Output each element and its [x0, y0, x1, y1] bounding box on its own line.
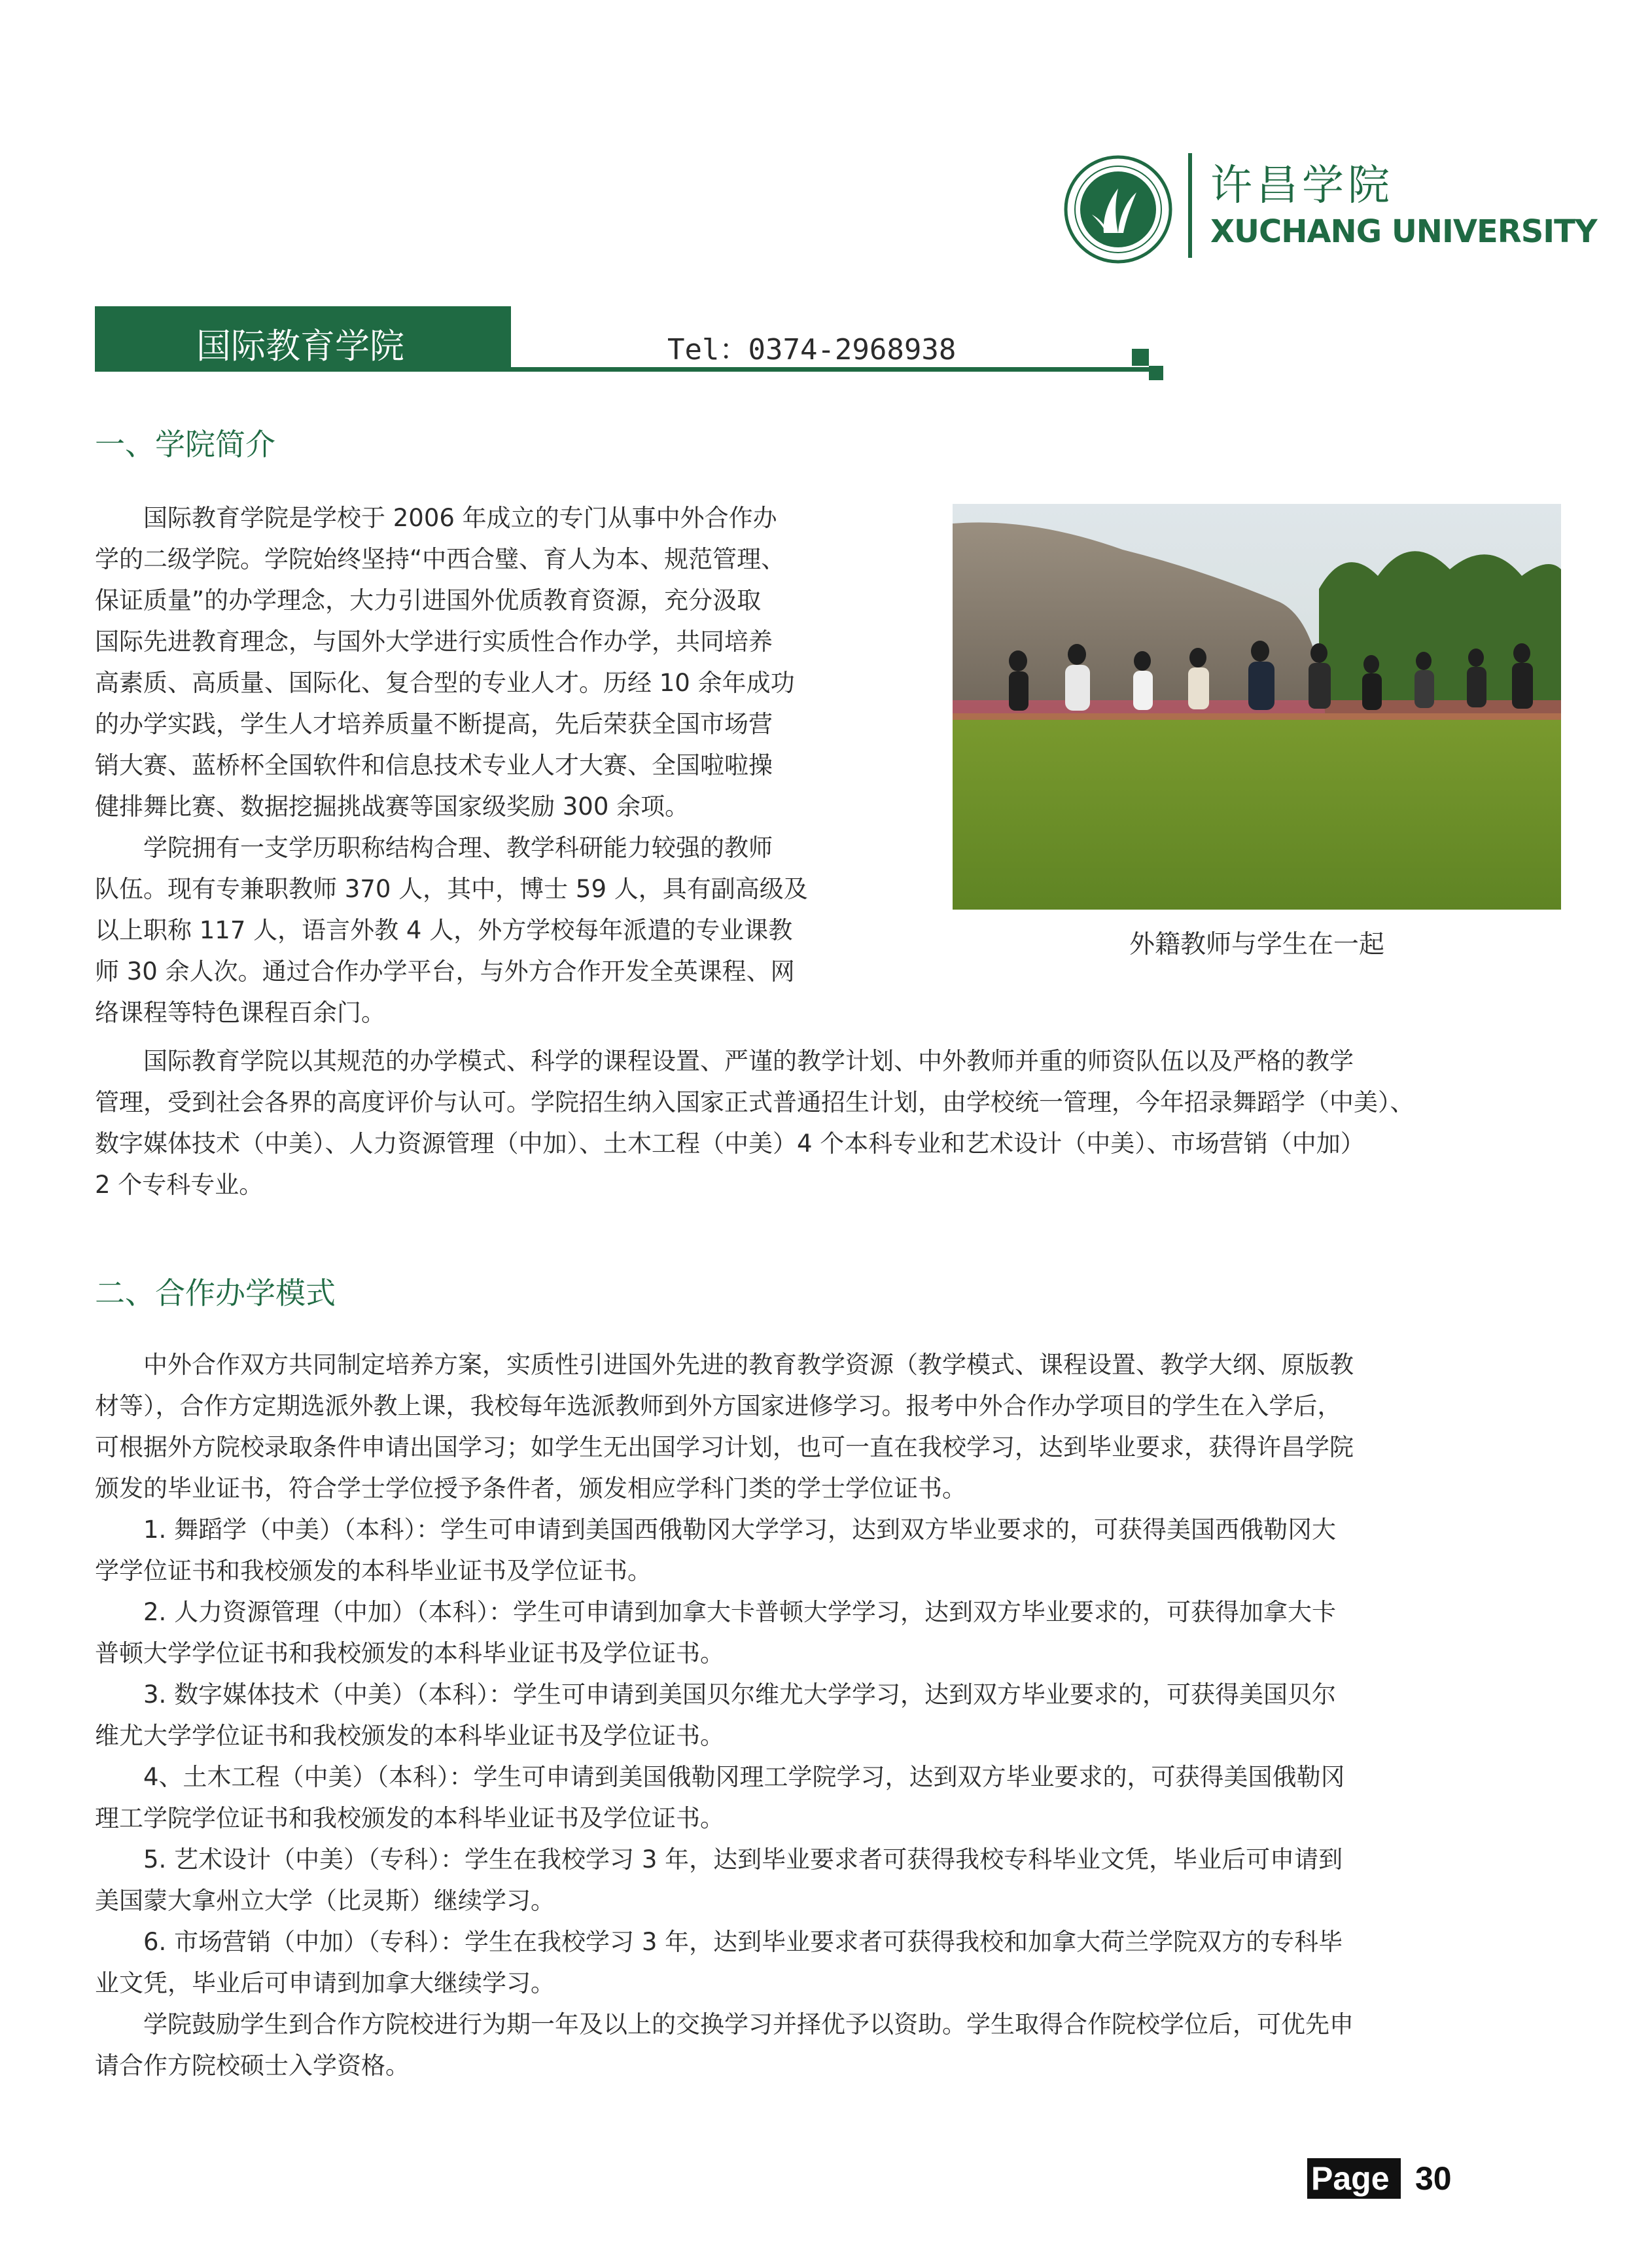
text-line: 材等），合作方定期选派外教上课，我校每年选派教师到外方国家进修学习。报考中外合作办学项目的学生在入学后，	[95, 1392, 1342, 1420]
section-heading-cooperation: 二、合作办学模式	[95, 1275, 336, 1311]
text-line: 络课程等特色课程百余门。	[95, 999, 385, 1027]
department-title: 国际教育学院	[196, 327, 404, 366]
cooperation-paragraphs	[95, 1344, 1560, 2086]
text-line: 普顿大学学位证书和我校颁发的本科毕业证书及学位证书。	[95, 1639, 724, 1667]
text-line: 队伍。现有专兼职教师 370 人，其中，博士 59 人，具有副高级及	[95, 875, 808, 903]
text-line: 学院鼓励学生到合作方院校进行为期一年及以上的交换学习并择优予以资助。学生取得合作院校学位后，可优先申	[95, 2010, 1354, 2038]
text-line: 业文凭，毕业后可申请到加拿大继续学习。	[95, 1969, 555, 1997]
text-line: 学院拥有一支学历职称结构合理、教学科研能力较强的教师	[95, 834, 773, 862]
text-line: 理工学院学位证书和我校颁发的本科毕业证书及学位证书。	[95, 1804, 724, 1832]
text-line: 2 个专科专业。	[95, 1171, 264, 1199]
page-label: Page	[1311, 2160, 1390, 2197]
text-line: 3. 数字媒体技术（中美）（本科）：学生可申请到美国贝尔维尤大学学习，达到双方毕业要求的，可获得美国贝尔	[95, 1680, 1337, 1709]
text-line: 6. 市场营销（中加）（专科）：学生在我校学习 3 年，达到毕业要求者可获得我校和加拿大荷兰学院双方的专科毕	[95, 1928, 1343, 1956]
text-line: 销大赛、蓝桥杯全国软件和信息技术专业人才大赛、全国啦啦操	[95, 751, 773, 779]
text-line: 颁发的毕业证书，符合学士学位授予条件者，颁发相应学科门类的学士学位证书。	[95, 1474, 966, 1502]
text-line: 学的二级学院。学院始终坚持“中西合璧、育人为本、规范管理、	[95, 545, 786, 573]
text-line: 5. 艺术设计（中美）（专科）：学生在我校学习 3 年，达到毕业要求者可获得我校专科毕业文凭，毕业后可申请到	[95, 1845, 1343, 1874]
text-line: 维尤大学学位证书和我校颁发的本科毕业证书及学位证书。	[95, 1722, 724, 1750]
logo-divider	[1188, 153, 1192, 258]
text-line: 以上职称 117 人，语言外教 4 人，外方学校每年派遣的专业课教	[95, 916, 793, 944]
intro-paragraph-wide	[95, 1040, 1560, 1205]
school-name-cn: 许昌学院	[1210, 162, 1394, 210]
text-line: 中外合作双方共同制定培养方案，实质性引进国外先进的教育教学资源（教学模式、课程设置、教学大纲、原版教	[95, 1351, 1354, 1379]
text-line: 师 30 余人次。通过合作办学平台，与外方合作开发全英课程、网	[95, 957, 795, 986]
text-line: 美国蒙大拿州立大学（比灵斯）继续学习。	[95, 1887, 555, 1915]
section-heading-intro: 一、学院简介	[95, 427, 275, 462]
text-line: 学学位证书和我校颁发的本科毕业证书及学位证书。	[95, 1557, 652, 1585]
text-line: 请合作方院校硕士入学资格。	[95, 2052, 410, 2080]
text-line: 1. 舞蹈学（中美）（本科）：学生可申请到美国西俄勒冈大学学习，达到双方毕业要求的，可获得美国西俄勒冈大	[95, 1516, 1337, 1544]
decorative-square	[1149, 366, 1163, 380]
text-line: 的办学实践，学生人才培养质量不断提高，先后荣获全国市场营	[95, 710, 773, 738]
intro-paragraphs	[95, 497, 887, 1033]
text-line: 管理，受到社会各界的高度评价与认可。学院招生纳入国家正式普通招生计划，由学校统一管理，今年招录舞蹈学（中美）、	[95, 1088, 1415, 1116]
text-line: 国际教育学院以其规范的办学模式、科学的课程设置、严谨的教学计划、中外教师并重的师资队伍以及严格的教学	[95, 1047, 1354, 1075]
decorative-square	[1132, 349, 1149, 366]
text-line: 4、土木工程（中美）（本科）：学生可申请到美国俄勒冈理工学院学习，达到双方毕业要求的，可获得美国俄勒冈	[95, 1763, 1345, 1791]
text-line: 国际先进教育理念，与国外大学进行实质性合作办学，共同培养	[95, 628, 773, 656]
campus-photo	[953, 504, 1561, 910]
text-line: 数字媒体技术（中美）、人力资源管理（中加）、土木工程（中美）4 个本科专业和艺术设计（中美）、市场营销（中加）	[95, 1129, 1365, 1158]
text-line: 国际教育学院是学校于 2006 年成立的专门从事中外合作办	[95, 504, 777, 532]
text-line: 可根据外方院校录取条件申请出国学习；如学生无出国学习计划，也可一直在我校学习，达到毕业要求，获得许昌学院	[95, 1433, 1354, 1461]
text-line: 2. 人力资源管理（中加）（本科）：学生可申请到加拿大卡普顿大学学习，达到双方毕业要求的，可获得加拿大卡	[95, 1598, 1337, 1626]
section-bar-underline	[511, 367, 1155, 372]
university-seal-logo	[1063, 154, 1173, 264]
telephone-number: Tel：0374-2968938	[667, 333, 957, 366]
text-line: 健排舞比赛、数据挖掘挑战赛等国家级奖励 300 余项。	[95, 792, 690, 821]
text-line: 高素质、高质量、国际化、复合型的专业人才。历经 10 余年成功	[95, 669, 795, 697]
page-number: 30	[1415, 2160, 1452, 2197]
text-line: 保证质量”的办学理念，大力引进国外优质教育资源，充分汲取	[95, 586, 762, 614]
photo-caption: 外籍教师与学生在一起	[1129, 930, 1384, 959]
school-name-en: XUCHANG UNIVERSITY	[1210, 213, 1597, 250]
